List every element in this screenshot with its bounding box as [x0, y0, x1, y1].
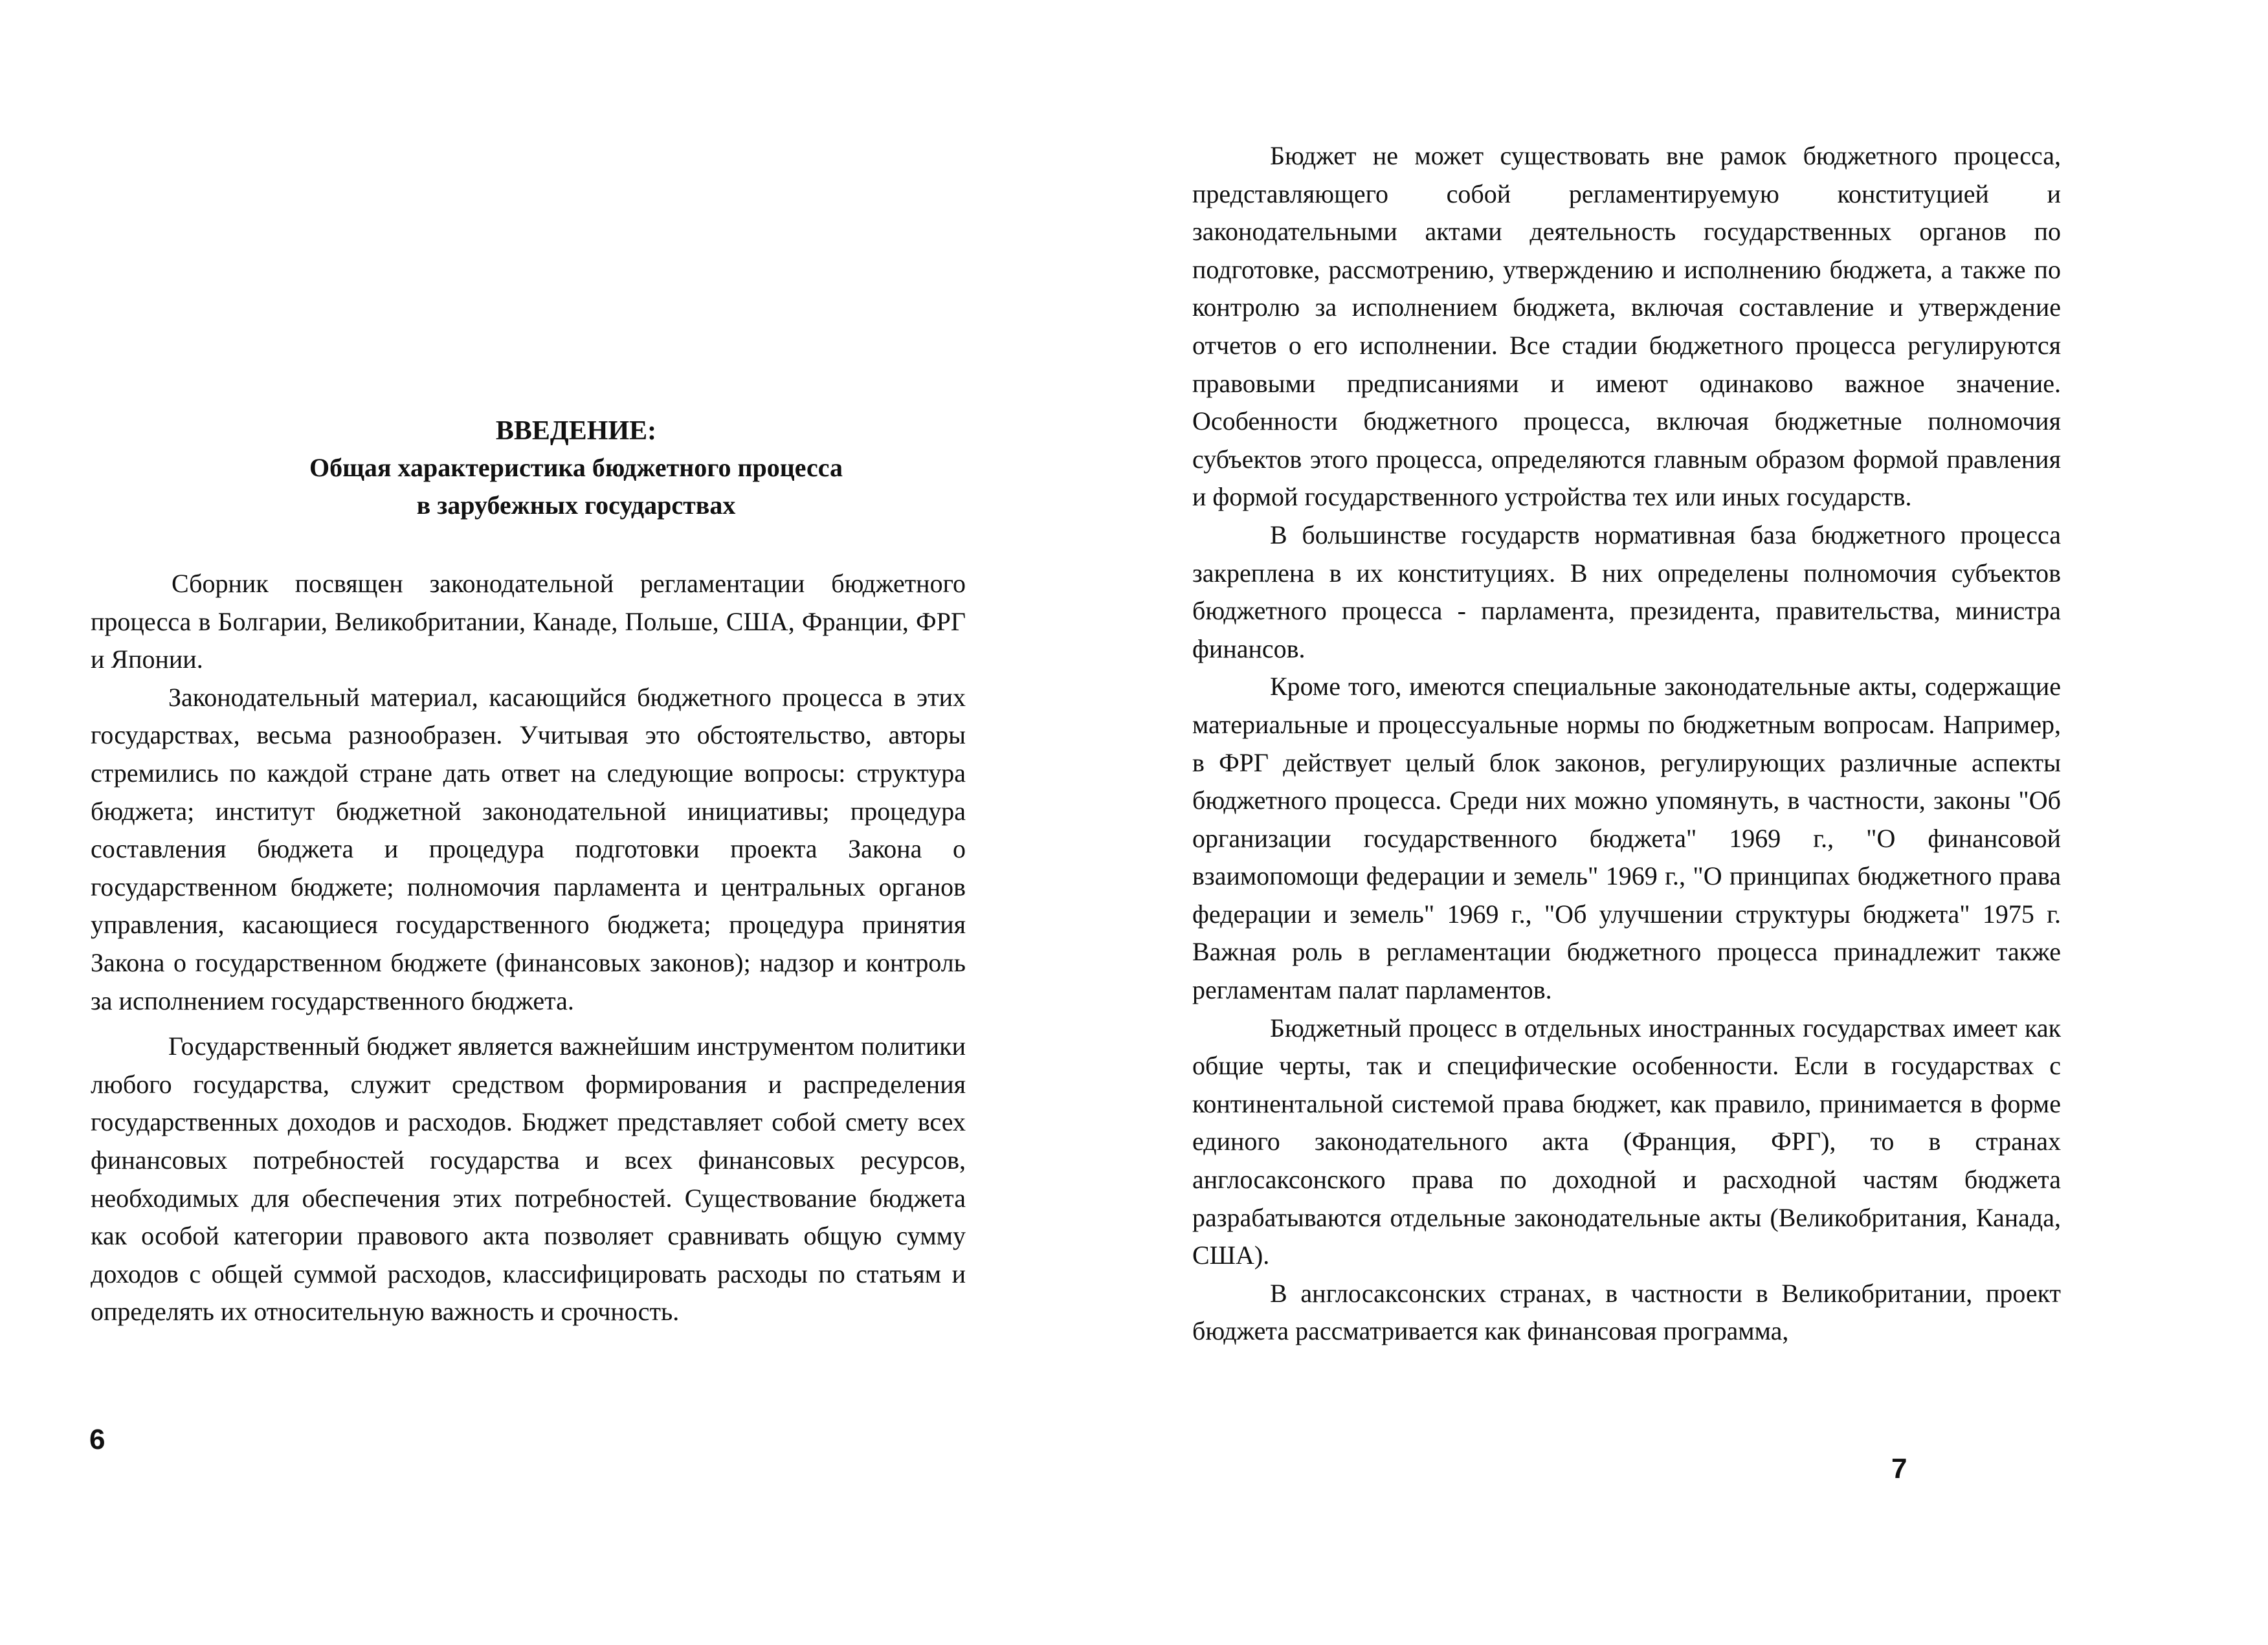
chapter-title: ВВЕДЕНИЕ: [495, 416, 657, 446]
chapter-subtitle-line-1: Общая характеристика бюджетного процесса [309, 453, 843, 482]
chapter-heading [194, 413, 958, 524]
left-page-body [91, 565, 966, 1331]
paragraph: Кроме того, имеются специальные законодательные акты, содержащие материальные и процессуальные нормы по бюджетным вопросам. Например, в ФРГ действует целый блок законов, регулирующих различные аспекты бюджетного процесса. Среди них можно упомянуть, в частности, законы "Об организации государственного бюджета" 1969 г., "О финансовой взаимопомощи федерации и земель" 1969 г., "О принципах бюджетного права федерации и земель" 1969 г., "Об улучшении структуры бюджета" 1975 г. Важная роль в регламентации бюджетного процесса принадлежит также регламентам палат парламентов. [1192, 672, 2061, 1005]
page-number: 7 [1891, 1453, 1907, 1485]
chapter-subtitle-line-2: в зарубежных государствах [416, 491, 736, 520]
paragraph: Законодательный материал, касающийся бюджетного процесса в этих государствах, весьма разнообразен. Учитывая это обстоятельство, авторы стремились по каждой стране дать ответ на следующие вопросы: структура бюджета; институт бюджетной законодательной инициативы; процедура составления бюджета и процедура подготовки проекта Закона о государственном бюджете; полномочия парламента и центральных органов управления, касающиеся государственного бюджета; процедура принятия Закона о государственном бюджете (финансовых законов); надзор и контроль за исполнением государственного бюджета. [91, 682, 966, 1015]
paragraph: Государственный бюджет является важнейшим инструментом политики любого государства, служит средством формирования и распределения государственных доходов и расходов. Бюджет представляет собой смету всех финансовых потребностей государства и всех финансовых ресурсов, необходимых для обеспечения этих потребностей. Существование бюджета как особой категории правового акта позволяет сравнивать общую сумму доходов с общей суммой расходов, классифицировать расходы по статьям и определять их относительную важность и срочность. [91, 1032, 966, 1327]
paragraph: Сборник посвящен законодательной регламентации бюджетного процесса в Болгарии, Великобритании, Канаде, Польше, США, Франции, ФРГ и Японии. [91, 569, 966, 674]
right-page-body [1192, 137, 2061, 1351]
paragraph: В англосаксонских странах, в частности в Великобритании, проект бюджета рассматривается как финансовая программа, [1192, 1278, 2061, 1346]
page-number: 6 [89, 1424, 106, 1455]
paragraph: Бюджет не может существовать вне рамок бюджетного процесса, представляющего собой регламентируемую конституцией и законодательными актами деятельность государственных органов по подготовке, рассмотрению, утверждению и исполнению бюджета, а также по контролю за исполнением бюджета, включая составление и утверждение отчетов о его исполнении. Все стадии бюджетного процесса регулируются правовыми предписаниями и имеют одинаково важное значение. Особенности бюджетного процесса, включая бюджетные полномочия субъектов этого процесса, определяются главным образом формой правления и формой государственного устройства тех или иных государств. [1192, 141, 2061, 512]
paragraph: Бюджетный процесс в отдельных иностранных государствах имеет как общие черты, так и специфические особенности. Если в государствах с континентальной системой права бюджет, как правило, принимается в форме единого законодательного акта (Франция, ФРГ), то в странах англосаксонского права по доходной и расходной частям бюджета разрабатываются отдельные законодательные акты (Великобритания, Канада, США). [1192, 1013, 2061, 1270]
paragraph: В большинстве государств нормативная база бюджетного процесса закреплена в их конституциях. В них определены полномочия субъектов бюджетного процесса - парламента, президента, правительства, министра финансов. [1192, 520, 2061, 663]
right-page [1134, 0, 2268, 1645]
